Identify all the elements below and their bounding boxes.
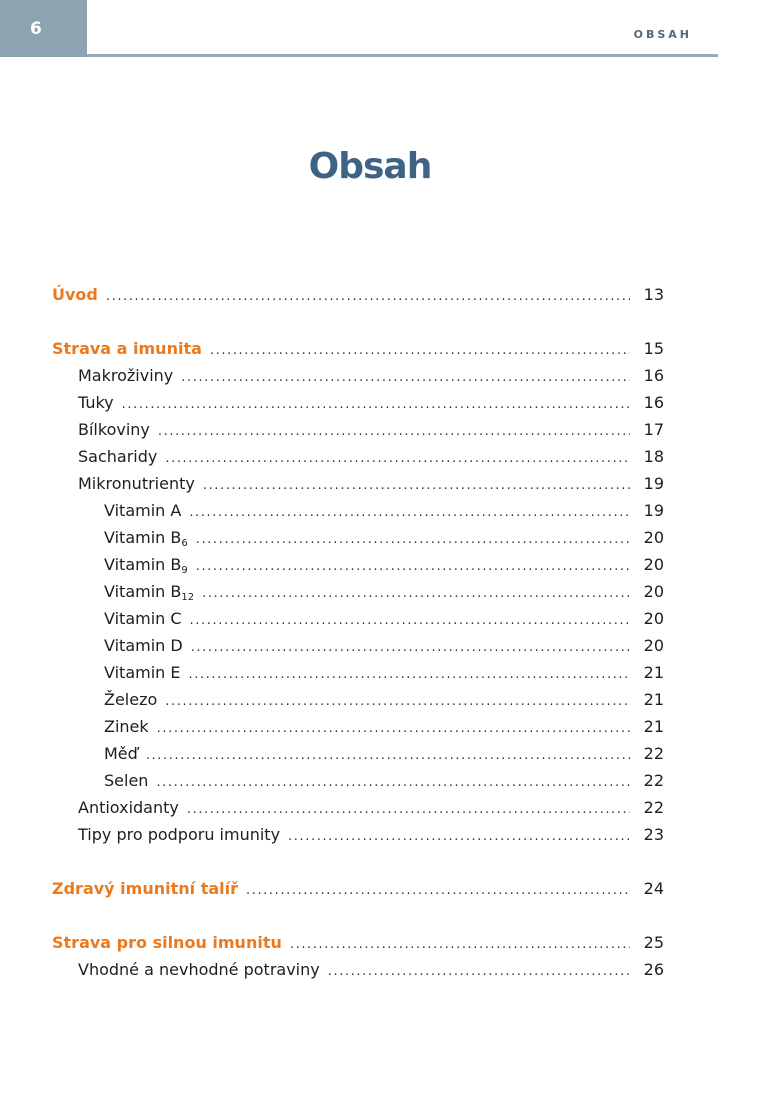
toc-leader-dots — [203, 478, 630, 493]
toc-leader-dots — [196, 532, 630, 547]
running-head: OBSAH — [633, 28, 692, 41]
toc-entry-page: 20 — [643, 528, 664, 547]
toc-entry[interactable] — [52, 690, 664, 717]
toc-entry-label — [52, 663, 180, 682]
toc-entry-page: 20 — [643, 555, 664, 574]
toc-entry-page: 21 — [643, 717, 664, 736]
toc-leader-dots — [158, 424, 630, 439]
toc-entry-page: 25 — [643, 933, 664, 952]
toc-entry-page: 16 — [643, 366, 664, 385]
toc-leader-dots — [157, 721, 630, 736]
toc-entry[interactable] — [52, 717, 664, 744]
toc-leader-dots — [202, 586, 630, 601]
toc-entry-text: Vhodné a nevhodné potraviny — [78, 960, 320, 979]
toc-entry[interactable] — [52, 528, 664, 555]
toc-leader-dots — [188, 667, 630, 682]
toc-leader-dots — [156, 775, 630, 790]
toc-entry-text: Úvod — [52, 285, 98, 304]
toc-entry-label — [52, 285, 98, 304]
toc-entry-text: Vitamin E — [104, 663, 181, 682]
toc-entry-text: Vitamin C — [104, 609, 182, 628]
page-number-box — [0, 0, 87, 57]
toc-entry-label — [52, 798, 179, 817]
toc-entry-page: 15 — [643, 339, 664, 358]
toc-entry[interactable] — [52, 501, 664, 528]
toc-entry-text: Vitamin B — [104, 582, 182, 601]
toc-entry-page: 17 — [643, 420, 664, 439]
toc-entry[interactable] — [52, 636, 664, 663]
toc-entry[interactable] — [52, 879, 664, 906]
toc-entry[interactable] — [52, 582, 664, 609]
toc-entry[interactable] — [52, 609, 664, 636]
toc-entry-page: 22 — [643, 771, 664, 790]
toc-entry-label — [52, 960, 320, 979]
toc-entry-label — [52, 555, 188, 576]
toc-entry-label — [52, 339, 202, 358]
toc-entry-page: 22 — [643, 744, 664, 763]
toc-entry-text: Selen — [104, 771, 149, 790]
toc-entry-page: 20 — [643, 636, 664, 655]
header-rule — [87, 54, 718, 57]
toc-entry[interactable] — [52, 960, 664, 987]
toc-entry-subscript: 9 — [181, 565, 188, 576]
toc-entry-page: 19 — [643, 474, 664, 493]
toc-entry-label — [52, 366, 173, 385]
toc-entry-text: Měď — [104, 744, 138, 763]
toc-entry-label — [52, 528, 188, 549]
toc-entry-text: Bílkoviny — [78, 420, 150, 439]
toc-entry-page: 21 — [643, 690, 664, 709]
toc-entry-text: Strava pro silnou imunitu — [52, 933, 282, 952]
toc-entry-label — [52, 879, 238, 898]
toc-entry-text: Vitamin B — [104, 555, 182, 574]
toc-entry[interactable] — [52, 744, 664, 771]
toc-entry-text: Mikronutrienty — [78, 474, 195, 493]
toc-entry-page: 13 — [643, 285, 664, 304]
toc-entry-label — [52, 690, 157, 709]
toc-entry-page: 20 — [643, 582, 664, 601]
toc-entry-page: 20 — [643, 609, 664, 628]
toc-entry[interactable] — [52, 420, 664, 447]
toc-entry-label — [52, 582, 194, 603]
toc-entry-subscript: 12 — [181, 592, 195, 603]
toc-entry-text: Vitamin B — [104, 528, 182, 547]
toc-entry-label — [52, 447, 157, 466]
toc-entry-label — [52, 474, 195, 493]
toc-leader-dots — [165, 451, 630, 466]
toc-leader-dots — [106, 289, 630, 304]
toc-leader-dots — [288, 829, 630, 844]
toc-entry-text: Sacharidy — [78, 447, 158, 466]
toc-entry-page: 21 — [643, 663, 664, 682]
toc-entry-label — [52, 393, 114, 412]
toc-entry-text: Vitamin D — [104, 636, 183, 655]
toc-entry-label — [52, 744, 138, 763]
toc-entry[interactable] — [52, 447, 664, 474]
toc-entry-text: Železo — [104, 690, 158, 709]
toc-entry[interactable] — [52, 555, 664, 582]
toc-leader-dots — [190, 613, 630, 628]
toc-entry-page: 24 — [643, 879, 664, 898]
toc-leader-dots — [328, 964, 630, 979]
page-number: 6 — [30, 18, 42, 39]
toc-entry-label — [52, 717, 149, 736]
toc-entry-subscript: 6 — [181, 538, 188, 549]
toc-entry-text: Zinek — [104, 717, 149, 736]
toc-entry[interactable] — [52, 285, 664, 312]
toc-leader-dots — [165, 694, 630, 709]
toc-entry-label — [52, 501, 181, 520]
toc-leader-dots — [196, 559, 630, 574]
toc-entry[interactable] — [52, 933, 664, 960]
toc-leader-dots — [210, 343, 630, 358]
toc-entry-label — [52, 825, 280, 844]
toc-leader-dots — [146, 748, 630, 763]
toc-entry-label — [52, 933, 282, 952]
toc-entry[interactable] — [52, 771, 664, 798]
toc-entry-page: 22 — [643, 798, 664, 817]
toc-entry-text: Antioxidanty — [78, 798, 179, 817]
toc-entry-text: Makroživiny — [78, 366, 174, 385]
toc-leader-dots — [189, 505, 630, 520]
toc-entry-page: 16 — [643, 393, 664, 412]
toc-entry-page: 19 — [643, 501, 664, 520]
toc-entry[interactable] — [52, 825, 664, 852]
toc-leader-dots — [181, 370, 630, 385]
toc-leader-dots — [122, 397, 630, 412]
toc-entry-text: Tuky — [78, 393, 114, 412]
toc-entry-label — [52, 609, 182, 628]
toc-entry[interactable] — [52, 474, 664, 501]
toc-entry[interactable] — [52, 798, 664, 825]
toc-entry[interactable] — [52, 663, 664, 690]
toc-leader-dots — [290, 937, 630, 952]
toc-entry[interactable] — [52, 339, 664, 366]
toc-entry-text: Vitamin A — [104, 501, 182, 520]
toc-entry-text: Strava a imunita — [52, 339, 202, 358]
toc-entry-label — [52, 420, 150, 439]
toc-entry[interactable] — [52, 393, 664, 420]
toc-entry-page: 23 — [643, 825, 664, 844]
toc-entry[interactable] — [52, 366, 664, 393]
toc-entry-text: Zdravý imunitní talíř — [52, 879, 238, 898]
page-title: Obsah — [308, 146, 432, 187]
toc-entry-label — [52, 636, 183, 655]
toc-entry-text: Tipy pro podporu imunity — [78, 825, 281, 844]
toc-leader-dots — [187, 802, 630, 817]
toc-entry-label — [52, 771, 148, 790]
toc-leader-dots — [191, 640, 630, 655]
toc-entry-page: 18 — [643, 447, 664, 466]
toc-entry-page: 26 — [643, 960, 664, 979]
toc-leader-dots — [246, 883, 630, 898]
